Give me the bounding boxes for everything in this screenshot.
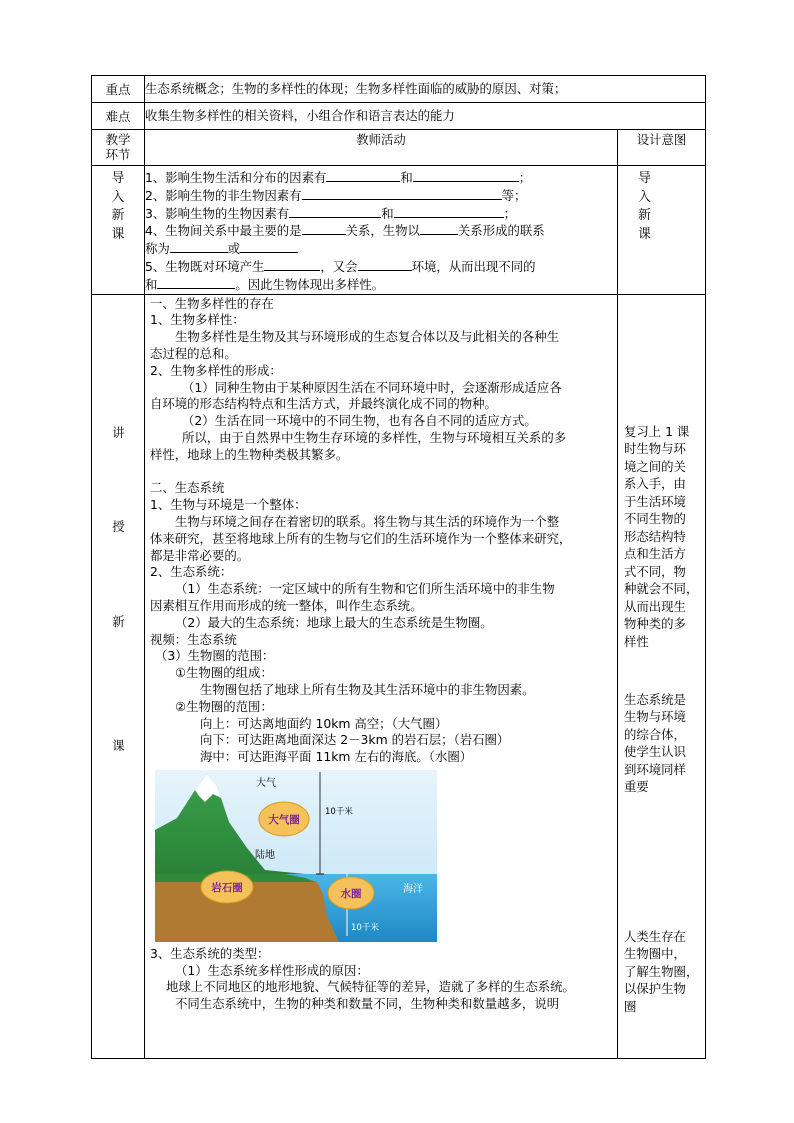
intro-intent-char: 课 <box>638 226 652 242</box>
question-4: 4、生物间关系中最主要的是 关系，生物以 关系形成的联系 <box>145 223 545 239</box>
intro-intent-char: 导 <box>638 171 652 186</box>
lecture-design-intent <box>618 294 706 1058</box>
section-heading: 二、生态系统 <box>150 480 225 496</box>
subheading: ①生物圈的组成： <box>175 665 273 681</box>
paragraph-line: （2）生活在同一环境中的不同生物，也有各自不同的适应方式。 <box>182 413 537 429</box>
blank <box>394 205 504 218</box>
lecture-label-char: 讲 <box>112 424 125 440</box>
blank <box>358 258 412 271</box>
blank <box>302 222 346 235</box>
header-row <box>92 130 706 166</box>
header-stage <box>92 130 145 166</box>
key-points-label: 重点 <box>92 76 145 103</box>
difficulties-label: 难点 <box>92 103 145 130</box>
blank-line <box>150 464 617 481</box>
key-points-row <box>92 76 706 103</box>
lecture-row <box>92 294 706 1058</box>
subheading: （3）生物圈的范围： <box>155 648 275 664</box>
header-stage-line2: 环节 <box>105 147 131 162</box>
lecture-label-char: 课 <box>112 737 125 753</box>
question-4-cont: 称为 或 <box>145 240 617 258</box>
intro-label-char: 导 <box>111 171 125 186</box>
key-points-content: 生态系统概念；生物的多样性的体现；生物多样性面临的威胁的原因、对策； <box>145 76 706 103</box>
subheading: 2、生态系统： <box>150 564 233 580</box>
blank <box>289 205 381 218</box>
height-label: 10千米 <box>325 806 353 817</box>
header-stage-line1: 教学 <box>105 132 131 147</box>
blank <box>326 169 400 182</box>
intro-intent-char: 入 <box>638 189 652 205</box>
blank <box>264 258 320 271</box>
ocean-label: 海洋 <box>403 883 423 895</box>
intro-questions <box>145 166 618 295</box>
paragraph-line: （2）最大的生态系统：地球上最大的生态系统是生物圈。 <box>175 614 493 630</box>
question-5-cont: 和 。因此生物体现出多样性。 <box>145 276 385 292</box>
subheading: ②生物圈的范围： <box>175 698 273 714</box>
lesson-plan-table <box>91 75 706 1059</box>
atmosphere-sphere-label: 大气圈 <box>268 813 300 826</box>
intent-note-2: 生态系统是 生物与环境 的综合体， 使学生认识 到环境同样 重要 <box>624 691 686 795</box>
lecture-label-char: 授 <box>112 518 125 534</box>
paragraph-line: 生物圈包括了地球上所有生物及其生活环境中的非生物因素。 <box>200 681 535 697</box>
paragraph-line: 体来研究，甚至将地球上所有的生物与它们的生活环境作为一个整体来研究， <box>150 530 572 546</box>
paragraph-line: 都是非常必要的。 <box>150 547 250 563</box>
intro-label-char: 课 <box>111 226 125 242</box>
question-5: 5、生物既对环境产生 ，又会 环境，从而出现不同的 <box>145 258 536 274</box>
intro-stage-label <box>92 166 145 295</box>
paragraph-line: 向下：可达距离地面深达 2－3km 的岩石层；（岩石圈） <box>200 732 510 748</box>
header-design-intent: 设计意图 <box>618 130 706 166</box>
subheading: 2、生物多样性的形成： <box>150 362 282 378</box>
intro-label-char: 新 <box>111 208 125 223</box>
question-3: 3、影响生物的生物因素有 和 ； <box>145 205 516 221</box>
intent-note-3: 人类生存在 生物圈中， 了解生物圈， 以保护生物 圈 <box>624 928 699 1014</box>
difficulties-content: 收集生物多样性的相关资料，小组合作和语言表达的能力 <box>145 103 706 130</box>
lithosphere-label: 岩石圈 <box>211 881 243 894</box>
intro-intent-char: 新 <box>638 208 652 223</box>
paragraph-line: 生物与环境之间存在着密切的联系。将生物与其生活的环境作为一个整 <box>175 513 560 529</box>
blank <box>302 187 502 200</box>
biosphere-diagram <box>155 770 437 942</box>
blank <box>240 240 298 253</box>
section-heading: 一、生物多样性的存在 <box>150 295 274 311</box>
paragraph-line: 向上：可达离地面约 10km 高空；（大气圈） <box>200 715 448 731</box>
paragraph-line: 样性，地球上的生物种类极其繁多。 <box>150 446 349 462</box>
difficulties-row <box>92 103 706 130</box>
lecture-stage-label <box>92 294 145 1058</box>
question-1: 1、影响生物生活和分布的因素有 和 ； <box>145 170 532 185</box>
header-teacher-activity: 教师活动 <box>145 130 618 166</box>
paragraph-line: 因素相互作用而形成的统一整体，叫作生态系统。 <box>150 597 423 613</box>
paragraph-line: 自环境的形态结构特点和生活方式，并最终演化成不同的物种。 <box>150 396 497 412</box>
blank <box>420 222 458 235</box>
paragraph-line: （1）同种生物由于某种原因生活在不同环境中时，会逐渐形成适应各 <box>182 379 562 395</box>
intent-note-1: 复习上 1 课 时生物与环 境之间的关 系入手，由 于生活环境 不同生物的 形态结构特 点和生活方 式不同，物 种就会不同， 从而出现生 物种类的多 样性 <box>624 423 699 649</box>
intro-row <box>92 166 706 295</box>
intro-design-intent <box>618 166 706 295</box>
subheading: （1）生态系统多样性形成的原因： <box>175 962 369 978</box>
question-2: 2、影响生物的非生物因素有 等； <box>145 187 527 203</box>
paragraph-line: 地球上不同地区的地形地貌、气候特征等的差异，造就了多样的生态系统。 <box>166 979 575 995</box>
subheading: 3、生态系统的类型： <box>150 945 270 961</box>
paragraph-line: 态过程的总和。 <box>150 345 237 361</box>
hydrosphere-label: 水圈 <box>340 887 362 900</box>
blank <box>157 276 235 289</box>
paragraph-line: 所以，由于自然界中生物生存环境的多样性，生物与环境相互关系的多 <box>182 429 567 445</box>
paragraph-line: （1）生态系统：一定区域中的所有生物和它们所生活环境中的非生物 <box>175 581 555 597</box>
paragraph-line: 不同生态系统中，生物的种类和数量不同，生物种类和数量越多，说明 <box>175 996 560 1012</box>
blank <box>170 240 228 253</box>
blank <box>413 169 519 182</box>
land-label: 陆地 <box>255 849 275 861</box>
depth-label: 10千米 <box>351 922 379 933</box>
atmosphere-label: 大气 <box>256 777 276 789</box>
subheading: 1、生物多样性： <box>150 312 245 328</box>
intro-label-char: 入 <box>111 189 125 205</box>
lecture-label-char: 新 <box>112 613 125 629</box>
subheading: 1、生物与环境是一个整体： <box>150 497 307 513</box>
paragraph-line: 海中：可达距海平面 11km 左右的海底。（水圈） <box>200 749 473 765</box>
paragraph-line: 生物多样性是生物及其与环境形成的生态复合体以及与此相关的各种生 <box>175 329 560 345</box>
lecture-content <box>145 294 618 1058</box>
video-note: 视频：生态系统 <box>150 631 237 647</box>
